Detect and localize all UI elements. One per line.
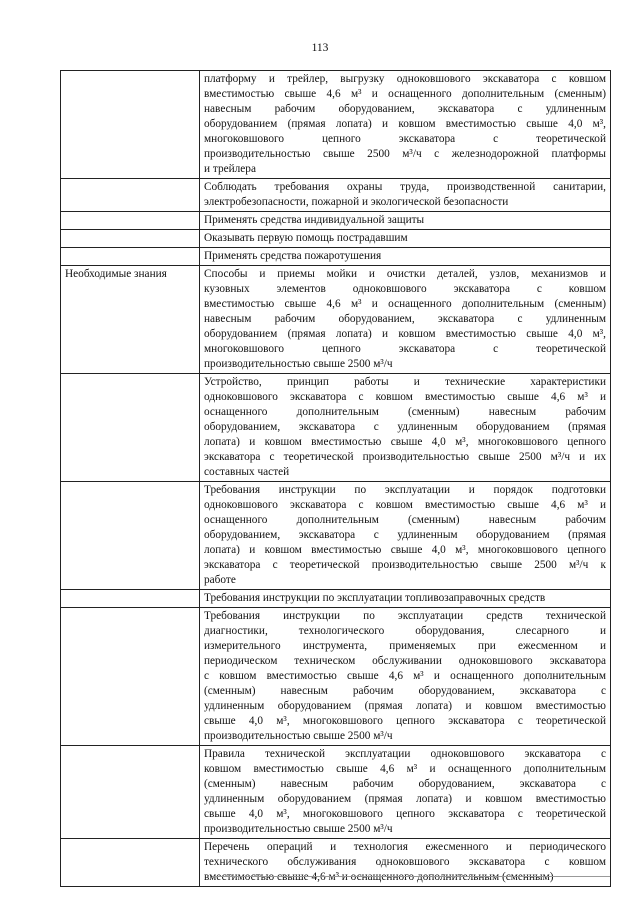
description-line: экскаватора с теоретической производительностью свыше 2500 м³/ч и их — [204, 451, 606, 463]
description-line: с ковшом вместимостью свыше 4,6 м³ и оснащенного дополнительным — [204, 670, 606, 682]
description-line: кузовных элементов одноковшового экскаватора с ковшом — [204, 283, 606, 295]
row-category-label — [61, 212, 200, 230]
description-line: Требования инструкции по эксплуатации средств технической — [204, 610, 606, 622]
description-line: экскаватора с теоретической производительностью свыше 2500 м³/ч к — [204, 559, 606, 571]
description-line: навесным рабочим оборудованием, экскаватора с удлиненным — [204, 103, 606, 115]
row-description — [200, 839, 611, 887]
description-line: Оказывать первую помощь пострадавшим — [204, 232, 408, 244]
description-line: технического обслуживания одноковшового экскаватора с ковшом — [204, 856, 606, 868]
page-number: 113 — [311, 42, 329, 54]
table-row — [61, 374, 611, 482]
row-description — [200, 374, 611, 482]
row-description — [200, 248, 611, 266]
description-line: свыше 4,0 м³, многоковшового цепного экскаватора с теоретической — [204, 808, 606, 820]
description-line: Правила технической эксплуатации одноковшового экскаватора с — [204, 748, 606, 760]
description-line: многоковшового цепного экскаватора с теоретической — [204, 133, 606, 145]
row-category-label — [61, 482, 200, 590]
row-category-label — [61, 746, 200, 839]
table-row — [61, 212, 611, 230]
row-category-label — [61, 608, 200, 746]
description-line: вместимостью свыше 4,6 м³ и оснащенного дополнительным (сменным) — [204, 298, 606, 310]
row-description — [200, 230, 611, 248]
description-line: Способы и приемы мойки и очистки деталей, узлов, механизмов и — [204, 268, 606, 280]
description-line: электробезопасности, пожарной и экологической безопасности — [204, 196, 509, 208]
table-row — [61, 746, 611, 839]
description-line: навесным рабочим оборудованием, экскаватора с удлиненным — [204, 313, 606, 325]
table-row — [61, 248, 611, 266]
description-line: оборудованием (прямая лопата) и ковшом вместимостью свыше 4,0 м³, — [204, 118, 606, 130]
description-line: лопата) и ковшом вместимостью свыше 4,0 м³, многоковшового цепного — [204, 544, 606, 556]
description-line: платформу и трейлер, выгрузку одноковшового экскаватора с ковшом — [204, 73, 606, 85]
description-line: работе — [204, 574, 236, 586]
row-category-label — [61, 71, 200, 179]
row-category-label — [61, 179, 200, 212]
description-line: оборудованием (прямая лопата) и ковшом вместимостью свыше 4,0 м³, — [204, 328, 606, 340]
table-row — [61, 71, 611, 179]
description-line: многоковшового цепного экскаватора с теоретической — [204, 343, 606, 355]
table-row — [61, 230, 611, 248]
row-category-label — [61, 248, 200, 266]
description-line: ковшом вместимостью свыше 4,6 м³ и оснащенного дополнительным — [204, 763, 606, 775]
description-line: вместимостью свыше 4,6 м³ и оснащенного дополнительным (сменным) — [204, 88, 606, 100]
description-line: удлиненным оборудованием (прямая лопата) и ковшом вместимостью — [204, 700, 606, 712]
row-category-label — [61, 230, 200, 248]
row-description — [200, 482, 611, 590]
description-line: и трейлера — [204, 163, 256, 175]
description-line: измерительного инструмента, применяемых при ежесменном и — [204, 640, 606, 652]
bottom-rule — [212, 876, 610, 877]
description-line: лопата) и ковшом вместимостью свыше 4,0 м³, многоковшового цепного — [204, 436, 606, 448]
description-line: Соблюдать требования охраны труда, производственной санитарии, — [204, 181, 606, 193]
description-line: вместимостью свыше 4,6 м³ и оснащенного дополнительным (сменным) — [204, 871, 554, 883]
description-line: Требования инструкции по эксплуатации топливозаправочных средств — [204, 592, 546, 604]
row-description — [200, 212, 611, 230]
description-line: одноковшового экскаватора с ковшом вместимостью свыше 4,6 м³ и — [204, 391, 606, 403]
description-line: составных частей — [204, 466, 290, 478]
table-row — [61, 482, 611, 590]
requirements-table-body — [61, 71, 611, 887]
table-row — [61, 179, 611, 212]
description-line: оборудованием, экскаватора с удлиненным оборудованием (прямая — [204, 421, 606, 433]
description-line: одноковшового экскаватора с ковшом вместимостью свыше 4,6 м³ и — [204, 499, 606, 511]
description-line: диагностики, технологического оборудования, слесарного и — [204, 625, 606, 637]
description-line: оснащенного дополнительным (сменным) навесным рабочим — [204, 406, 606, 418]
description-line: производительностью свыше 2500 м³/ч — [204, 358, 393, 370]
row-description — [200, 608, 611, 746]
table-row — [61, 839, 611, 887]
row-description — [200, 746, 611, 839]
description-line: Требования инструкции по эксплуатации и порядок подготовки — [204, 484, 606, 496]
row-category-label — [61, 374, 200, 482]
row-description — [200, 71, 611, 179]
description-line: (сменным) навесным рабочим оборудованием, экскаватора с — [204, 778, 606, 790]
description-line: (сменным) навесным рабочим оборудованием, экскаватора с — [204, 685, 606, 697]
description-line: производительностью свыше 2500 м³/ч с железнодорожной платформы — [204, 148, 606, 160]
description-line: периодическом техническом обслуживании одноковшового экскаватора — [204, 655, 606, 667]
description-line: оборудованием, экскаватора с удлиненным оборудованием (прямая — [204, 529, 606, 541]
row-description — [200, 179, 611, 212]
row-description — [200, 266, 611, 374]
description-line: Применять средства пожаротушения — [204, 250, 382, 262]
table-row — [61, 266, 611, 374]
description-line: производительностью свыше 2500 м³/ч — [204, 730, 393, 742]
description-line: производительностью свыше 2500 м³/ч — [204, 823, 393, 835]
row-category-label — [61, 590, 200, 608]
description-line: удлиненным оборудованием (прямая лопата) и ковшом вместимостью — [204, 793, 606, 805]
description-line: свыше 4,0 м³, многоковшового цепного экскаватора с теоретической — [204, 715, 606, 727]
table-row — [61, 590, 611, 608]
description-line: Устройство, принцип работы и технические характеристики — [204, 376, 606, 388]
description-line: оснащенного дополнительным (сменным) навесным рабочим — [204, 514, 606, 526]
table-row — [61, 608, 611, 746]
requirements-table — [60, 70, 611, 887]
description-line: Применять средства индивидуальной защиты — [204, 214, 425, 226]
description-line: Перечень операций и технология ежесменного и периодического — [204, 841, 606, 853]
row-description — [200, 590, 611, 608]
row-category-label: Необходимые знания — [61, 266, 200, 374]
row-category-label — [61, 839, 200, 887]
